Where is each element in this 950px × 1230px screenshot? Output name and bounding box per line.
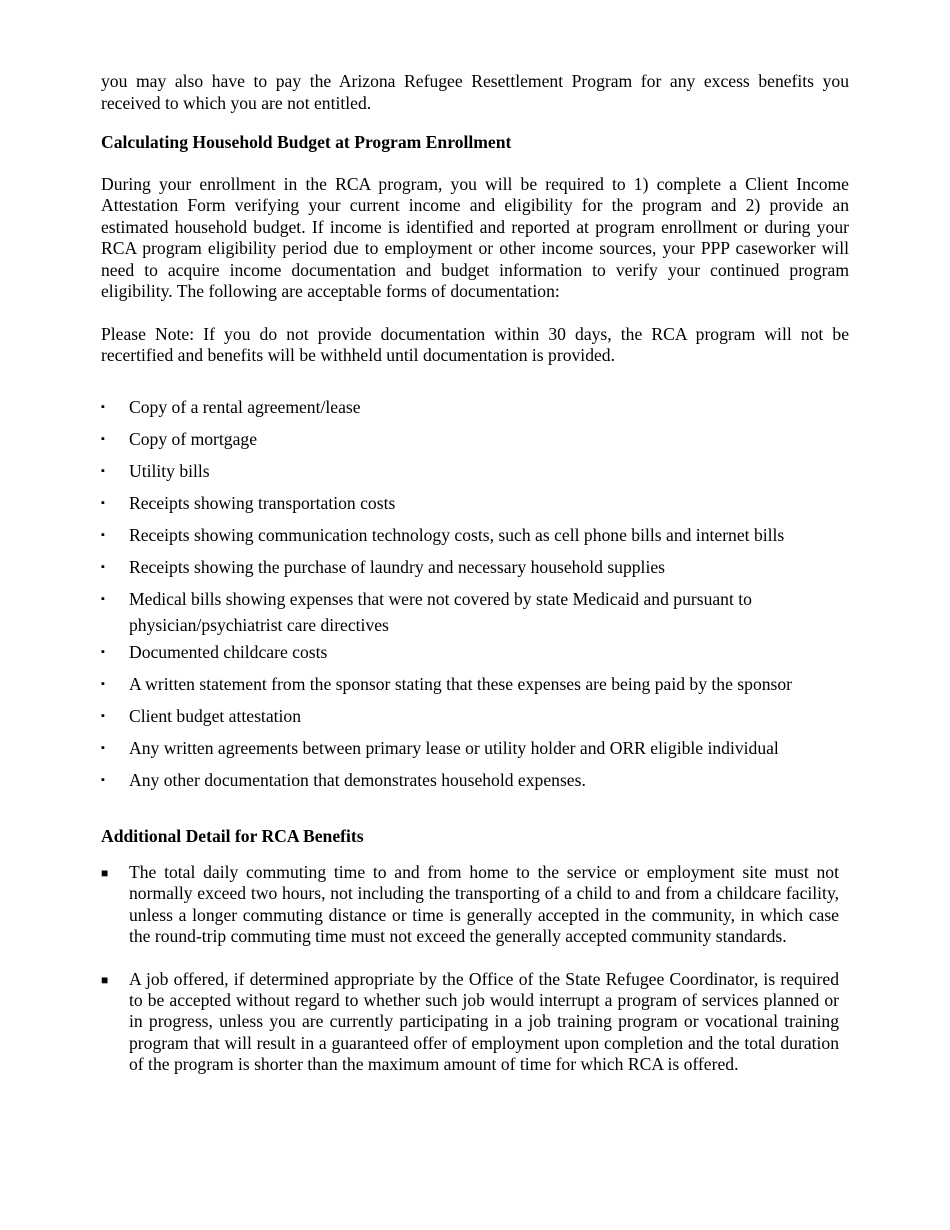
list-item [101, 767, 849, 793]
list-item-text: Documented childcare costs [129, 641, 328, 662]
list-item-text: Any written agreements between primary lease or utility holder and ORR eligible individual [129, 737, 779, 758]
list-item [101, 522, 849, 548]
bullet-icon: ▪ [101, 528, 105, 541]
list-item [101, 703, 849, 729]
bullet-icon: ▪ [101, 400, 105, 413]
list-item-text: The total daily commuting time to and from home to the service or employment site must not normally exceed two hours, not including the transporting of a child to and from a childcare facility, unless a longer commuting distance or time is generally accepted in the community, in which case the round-trip commuting time must not exceed the generally accepted community standards. [129, 862, 839, 947]
section-heading-household-budget: Calculating Household Budget at Program Enrollment [101, 132, 512, 152]
bullet-icon: ▪ [101, 709, 105, 722]
documentation-list [101, 394, 849, 793]
list-item [101, 394, 849, 420]
list-item [101, 490, 849, 516]
list-item-text: Receipts showing transportation costs [129, 492, 396, 513]
intro-paragraph: you may also have to pay the Arizona Refugee Resettlement Program for any excess benefits you received to which you are not entitled. [101, 71, 849, 113]
bullet-icon: ▪ [101, 645, 105, 658]
list-item-text: Medical bills showing expenses that were not covered by state Medicaid and pursuant to physician/psychiatrist care directives [129, 588, 752, 635]
section-heading-additional-detail: Additional Detail for RCA Benefits [101, 825, 364, 846]
list-item [101, 671, 849, 697]
list-item-text: A written statement from the sponsor stating that these expenses are being paid by the sponsor [129, 673, 793, 694]
bullet-icon: ▪ [101, 677, 105, 690]
bullet-icon: ▪ [101, 592, 105, 605]
list-item [101, 458, 849, 484]
bullet-icon: ▪ [101, 741, 105, 754]
enrollment-paragraph: During your enrollment in the RCA program, you will be required to 1) complete a Client Income Attestation Form verifying your current income and eligibility for the program and 2) provide an estimated household budget. If income is identified and reported at program enrollment or during your RCA program eligibility period due to employment or other income sources, your PPP caseworker will need to acquire income documentation and budget information to verify your continued program eligibility. The following are acceptable forms of documentation: [101, 173, 849, 301]
list-item-text: Copy of a rental agreement/lease [129, 396, 361, 417]
bullet-icon: ▪ [101, 464, 105, 477]
list-item [101, 554, 849, 580]
bullet-icon: ▪ [101, 432, 105, 445]
list-item [101, 586, 849, 638]
list-item-text: Receipts showing the purchase of laundry and necessary household supplies [129, 556, 665, 577]
bullet-icon: ■ [101, 972, 109, 987]
document-page [101, 71, 849, 1097]
list-item-text: Client budget attestation [129, 705, 301, 726]
bullet-icon: ▪ [101, 560, 105, 573]
list-item [101, 426, 849, 452]
list-item [101, 639, 849, 665]
list-item-text: Utility bills [129, 460, 210, 481]
rca-detail-list [101, 862, 849, 1076]
bullet-icon: ■ [101, 866, 109, 880]
please-note-paragraph: Please Note: If you do not provide documentation within 30 days, the RCA program will not be recertified and benefits will be withheld until documentation is provided. [101, 323, 849, 365]
bullet-icon: ▪ [101, 773, 105, 786]
list-item-text: Copy of mortgage [129, 428, 258, 449]
list-item-text: Receipts showing communication technology costs, such as cell phone bills and internet bills [129, 524, 785, 545]
list-item-text: Any other documentation that demonstrates household expenses. [129, 769, 586, 790]
list-item [101, 735, 849, 761]
list-item [101, 969, 839, 1076]
list-item-text: A job offered, if determined appropriate by the Office of the State Refugee Coordinator, is required to be accepted without regard to whether such job would interrupt a program of services planned or in progress, unless you are currently participating in a job training program or vocational training program that will result in a guaranteed offer of employment upon completion and the total duration of the program is shorter than the maximum amount of time for which RCA is offered. [129, 968, 839, 1075]
list-item [101, 862, 839, 948]
bullet-icon: ▪ [101, 496, 105, 509]
